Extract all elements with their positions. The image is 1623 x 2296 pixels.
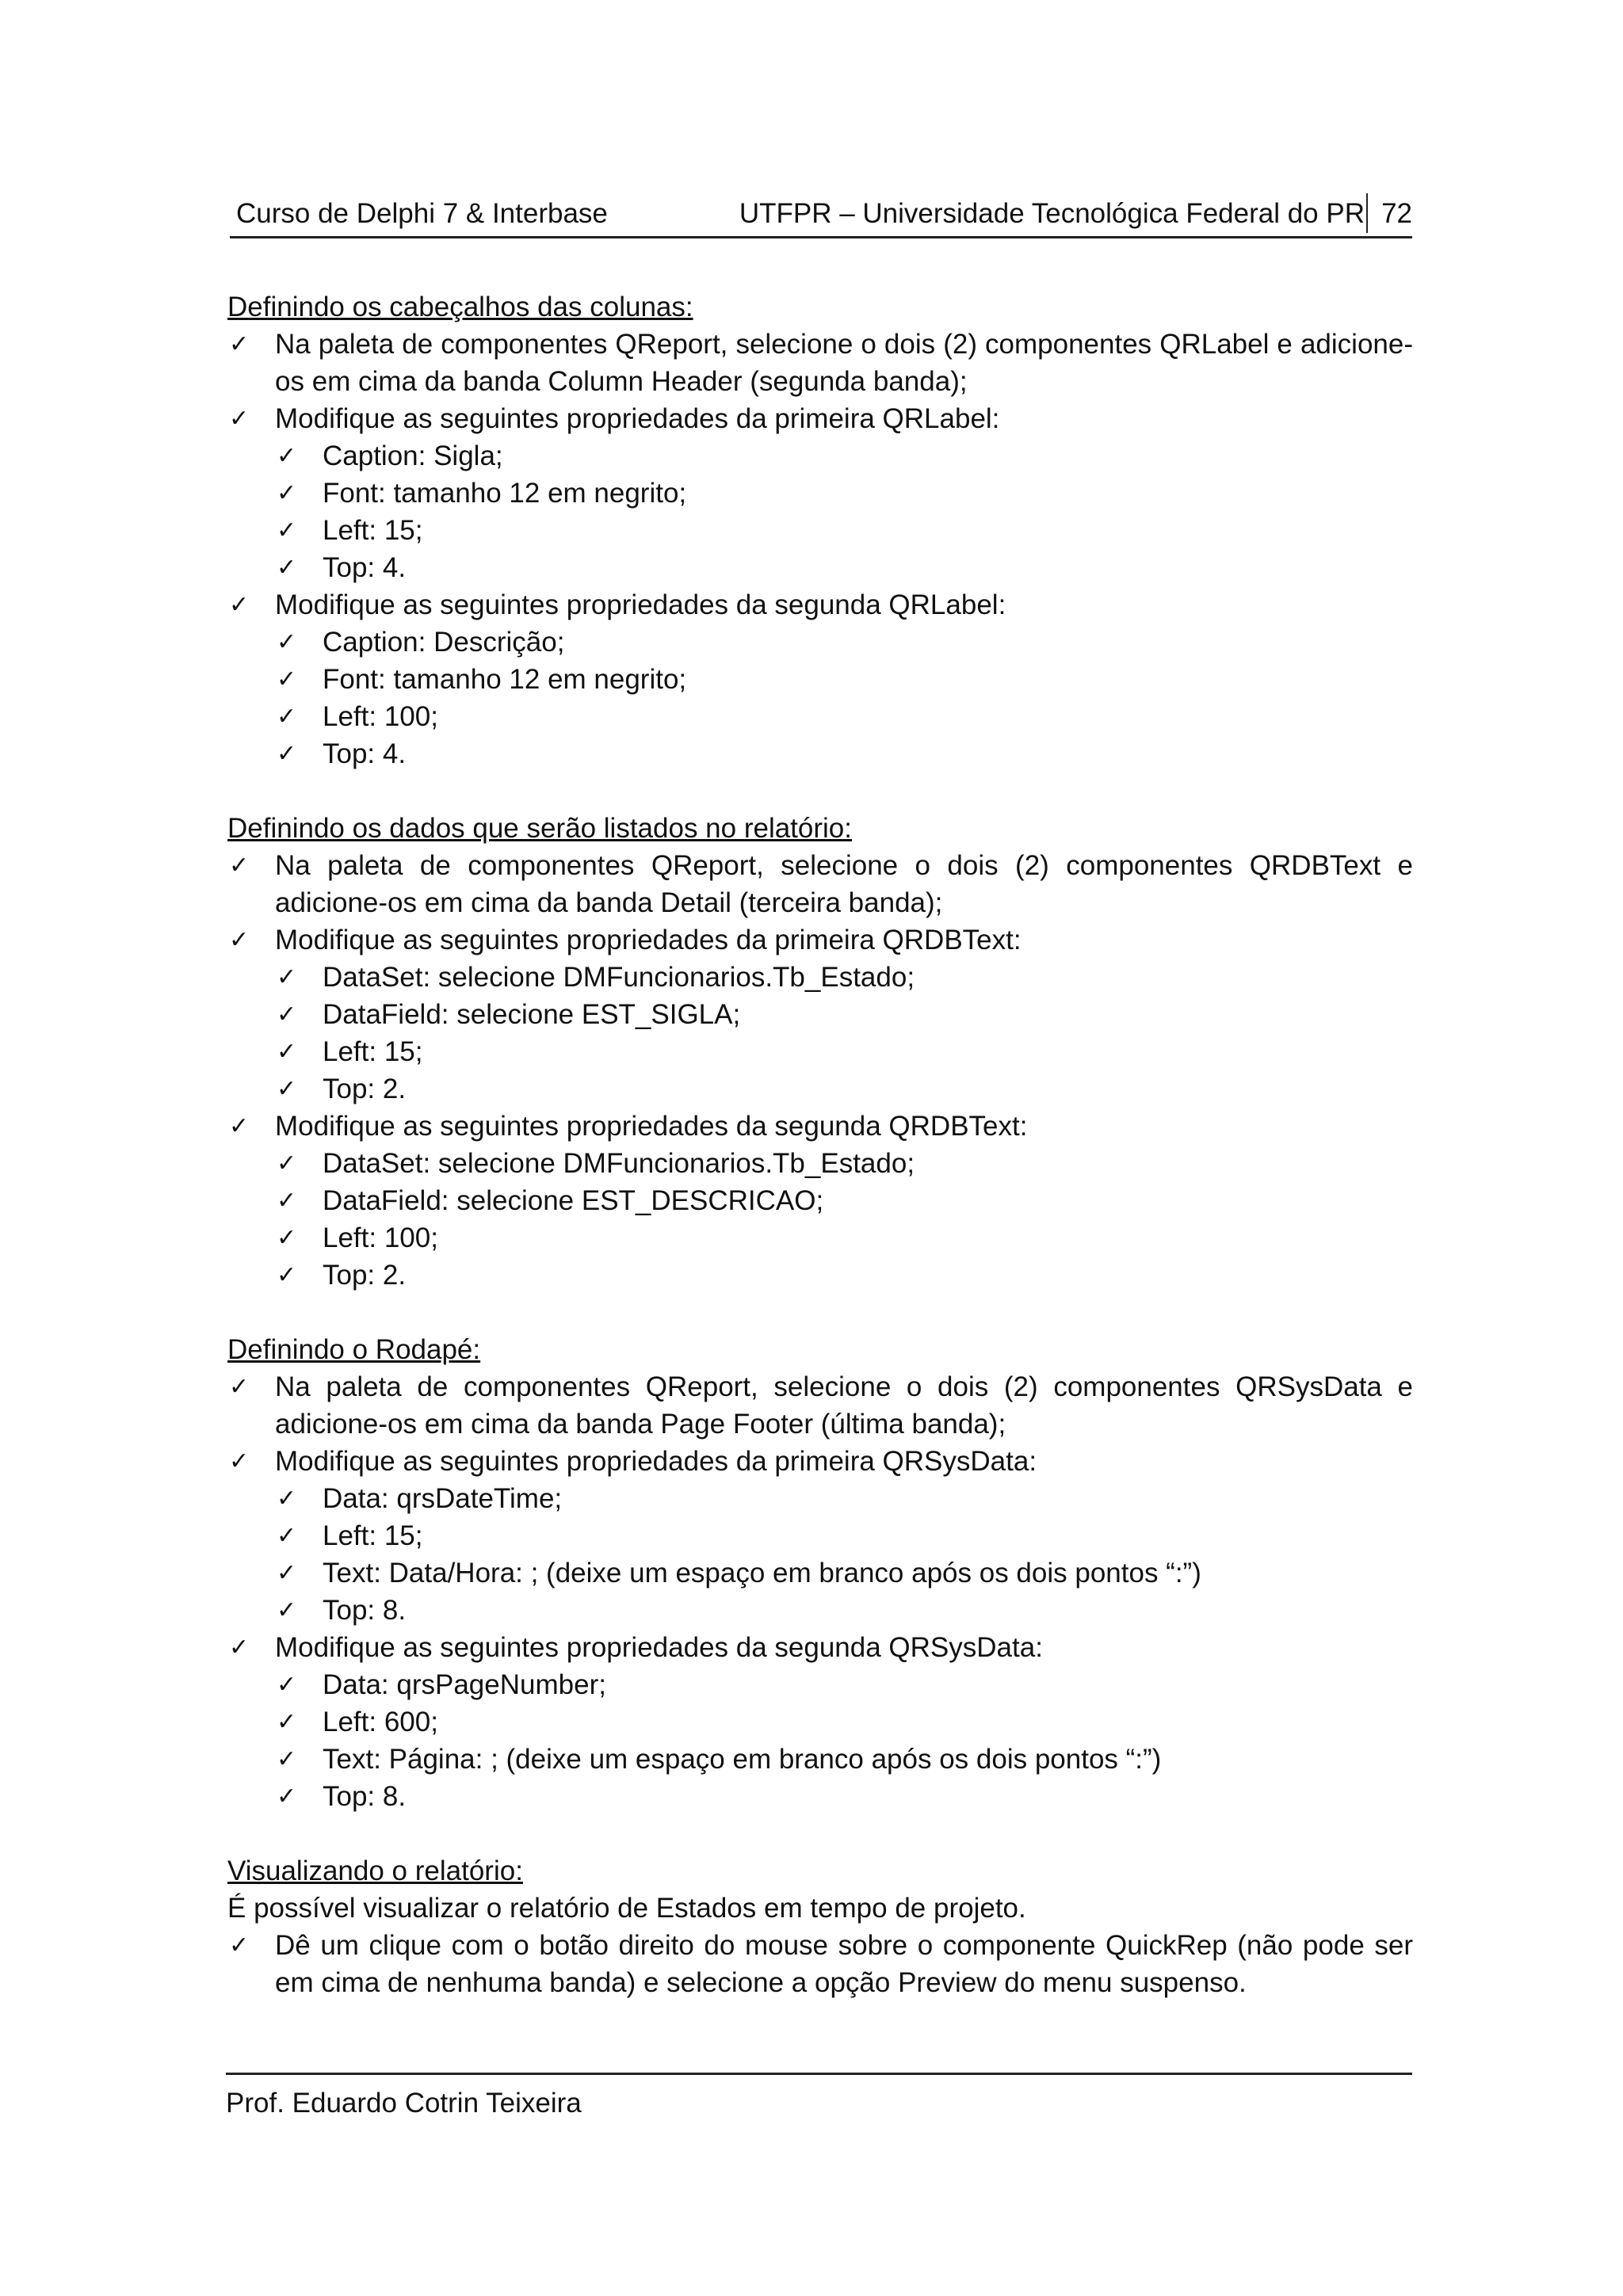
list-item	[227, 1070, 1413, 1108]
list-item-text: Font: tamanho 12 em negrito;	[323, 478, 687, 509]
list-item-text: Modifique as seguintes propriedades da primeira QRDBText:	[275, 925, 1022, 955]
list-item-text: Left: 100;	[323, 701, 438, 732]
list-item	[227, 1703, 1413, 1741]
checkmark-icon: ✓	[277, 442, 297, 470]
checkmark-icon: ✓	[277, 1671, 297, 1699]
section-heading: Definindo os dados que serão listados no relatório:	[227, 813, 852, 844]
list-item	[227, 326, 1413, 400]
list-item	[227, 1257, 1413, 1294]
list-item	[227, 1778, 1413, 1815]
list-item-text: Font: tamanho 12 em negrito;	[323, 664, 687, 695]
page-header	[230, 195, 1412, 238]
list-item	[227, 996, 1413, 1033]
section-heading: Definindo o Rodapé:	[227, 1334, 481, 1365]
checkmark-icon: ✓	[277, 740, 297, 768]
checkmark-icon: ✓	[229, 1634, 250, 1661]
list-item-text: DataField: selecione EST_SIGLA;	[323, 999, 741, 1030]
checkmark-icon: ✓	[277, 1150, 297, 1177]
checkmark-icon: ✓	[277, 1596, 297, 1624]
list-item-text: Dê um clique com o botão direito do mouse sobre o componente QuickRep (não pode ser em cima de nenhuma banda) e selecione a opção Preview do menu suspenso.	[275, 1930, 1413, 1998]
list-item-text: Modifique as seguintes propriedades da segunda QRDBText:	[275, 1111, 1028, 1142]
list-item-text: Caption: Sigla;	[323, 441, 503, 471]
list-item	[227, 1033, 1413, 1070]
list-item	[227, 1741, 1413, 1778]
footer-author: Prof. Eduardo Cotrin Teixeira	[226, 2088, 582, 2119]
list-item-text: Na paleta de componentes QReport, selecione o dois (2) componentes QRDBText e adicione-os em cima da banda Detail (terceira banda);	[275, 850, 1413, 918]
checkmark-icon: ✓	[277, 1224, 297, 1252]
list-item	[227, 1517, 1413, 1554]
checkmark-icon: ✓	[277, 1038, 297, 1066]
list-item	[227, 698, 1413, 735]
list-item-text: Data: qrsDateTime;	[323, 1483, 563, 1514]
checkmark-icon: ✓	[229, 1932, 250, 1959]
list-item-text: Left: 15;	[323, 1036, 423, 1067]
checkmark-icon: ✓	[229, 1447, 250, 1475]
document-body	[227, 288, 1413, 2001]
list-item	[227, 1592, 1413, 1629]
list-item-text: Left: 15;	[323, 1520, 423, 1551]
page-footer	[226, 2073, 1412, 2121]
list-item	[227, 512, 1413, 549]
list-item-text: Left: 600;	[323, 1707, 438, 1737]
list-item	[227, 1554, 1413, 1592]
list-item-text: Top: 2.	[323, 1074, 407, 1104]
checkmark-icon: ✓	[277, 1783, 297, 1810]
list-item-text: DataSet: selecione DMFuncionarios.Tb_Estado;	[323, 1148, 915, 1179]
list-item	[227, 735, 1413, 772]
checkmark-icon: ✓	[277, 554, 297, 582]
checkmark-icon: ✓	[277, 628, 297, 656]
list-item	[227, 1145, 1413, 1182]
header-divider	[1366, 193, 1368, 233]
checkmark-icon: ✓	[277, 1001, 297, 1028]
checkmark-icon: ✓	[229, 405, 250, 433]
list-item-text: DataField: selecione EST_DESCRICAO;	[323, 1185, 824, 1216]
checkmark-icon: ✓	[277, 666, 297, 693]
list-item-text: Modifique as seguintes propriedades da segunda QRLabel:	[275, 589, 1006, 620]
list-item-text: Text: Página: ; (deixe um espaço em branco após os dois pontos “:”)	[323, 1744, 1162, 1775]
checkmark-icon: ✓	[277, 1187, 297, 1215]
checkmark-icon: ✓	[229, 1373, 250, 1401]
list-item	[227, 1219, 1413, 1257]
list-item	[227, 1480, 1413, 1517]
checkmark-icon: ✓	[277, 963, 297, 991]
header-institution: UTFPR – Universidade Tecnológica Federal do PR	[739, 198, 1365, 229]
section-spacer	[227, 1294, 1413, 1331]
list-item-text: Top: 8.	[323, 1781, 407, 1812]
list-item-text: Left: 100;	[323, 1222, 438, 1253]
list-item-text: DataSet: selecione DMFuncionarios.Tb_Estado;	[323, 962, 915, 993]
checkmark-icon: ✓	[277, 1559, 297, 1587]
list-item	[227, 1182, 1413, 1219]
checkmark-icon: ✓	[277, 703, 297, 730]
list-item	[227, 1443, 1413, 1480]
list-item	[227, 1368, 1413, 1443]
checkmark-icon: ✓	[277, 1261, 297, 1289]
list-item	[227, 959, 1413, 996]
list-item-text: Data: qrsPageNumber;	[323, 1669, 606, 1700]
list-item	[227, 661, 1413, 698]
list-item	[227, 400, 1413, 437]
section-paragraph: É possível visualizar o relatório de Estados em tempo de projeto.	[227, 1893, 1026, 1924]
checkmark-icon: ✓	[229, 852, 250, 879]
list-item-text: Left: 15;	[323, 515, 423, 546]
checkmark-icon: ✓	[229, 926, 250, 954]
list-item	[227, 1629, 1413, 1666]
list-item	[227, 624, 1413, 661]
section-heading: Visualizando o relatório:	[227, 1855, 523, 1886]
list-item	[227, 1108, 1413, 1145]
list-item-text: Modifique as seguintes propriedades da segunda QRSysData:	[275, 1632, 1043, 1663]
list-item	[227, 437, 1413, 475]
list-item-text: Top: 4.	[323, 552, 407, 583]
checkmark-icon: ✓	[277, 1708, 297, 1736]
list-item-text: Text: Data/Hora: ; (deixe um espaço em branco após os dois pontos “:”)	[323, 1558, 1201, 1589]
list-item-text: Top: 2.	[323, 1260, 407, 1291]
list-item-text: Modifique as seguintes propriedades da primeira QRLabel:	[275, 403, 1000, 434]
header-course-title: Curso de Delphi 7 & Interbase	[236, 198, 608, 229]
checkmark-icon: ✓	[229, 330, 250, 358]
list-item-text: Na paleta de componentes QReport, selecione o dois (2) componentes QRSysData e adicione-os em cima da banda Page Footer (última banda);	[275, 1371, 1413, 1440]
checkmark-icon: ✓	[277, 1075, 297, 1103]
checkmark-icon: ✓	[229, 1112, 250, 1140]
checkmark-icon: ✓	[277, 1745, 297, 1773]
list-item-text: Top: 4.	[323, 738, 407, 769]
checkmark-icon: ✓	[277, 479, 297, 507]
list-item	[227, 847, 1413, 921]
list-item	[227, 549, 1413, 586]
list-item-text: Caption: Descrição;	[323, 627, 565, 658]
checkmark-icon: ✓	[277, 517, 297, 544]
list-item	[227, 1927, 1413, 2001]
list-item-text: Na paleta de componentes QReport, selecione o dois (2) componentes QRLabel e adicione-os em cima da banda Column Header (segunda banda);	[275, 329, 1413, 397]
list-item	[227, 586, 1413, 624]
list-item	[227, 1666, 1413, 1703]
list-item	[227, 921, 1413, 959]
list-item	[227, 475, 1413, 512]
section-heading: Definindo os cabeçalhos das colunas:	[227, 292, 693, 322]
page-number: 72	[1381, 198, 1412, 229]
list-item-text: Modifique as seguintes propriedades da primeira QRSysData:	[275, 1446, 1037, 1477]
checkmark-icon: ✓	[277, 1522, 297, 1550]
section-spacer	[227, 772, 1413, 810]
checkmark-icon: ✓	[229, 591, 250, 619]
checkmark-icon: ✓	[277, 1485, 297, 1512]
list-item-text: Top: 8.	[323, 1595, 407, 1626]
section-spacer	[227, 1815, 1413, 1852]
